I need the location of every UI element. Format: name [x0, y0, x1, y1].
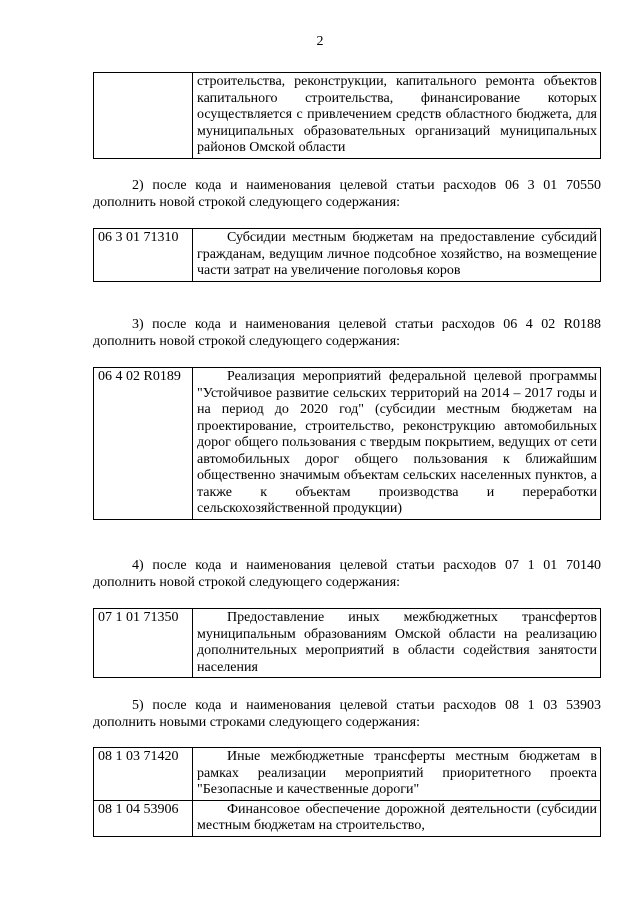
- section-3-instruction-block: [93, 316, 601, 350]
- table-row: [94, 609, 601, 678]
- table-row: [94, 73, 601, 159]
- section-4-instruction-block: [93, 557, 601, 591]
- code-cell: 08 1 04 53906: [94, 800, 193, 836]
- description-cell: строительства, реконструкции, капитального ремонта объектов капитального строительства, финансирование которых осуществляется с привлечением средств областного бюджета, для муниципальных образовательных организаций муниципальных районов Омской области: [193, 73, 601, 159]
- code-cell: 06 4 02 R0189: [94, 368, 193, 520]
- table-row: [94, 748, 601, 801]
- page-number: 2: [316, 34, 324, 49]
- description-cell: Реализация мероприятий федеральной целевой программы "Устойчивое развитие сельских территорий на 2014 – 2017 годы и на период до 2020 год" (субсидии местным бюджетам на проектирование, строительство, реконструкцию автомобильных дорог общего пользования с твердым покрытием, ведущих от сети автомобильных дорог общего пользования к ближайшим общественно значимым объектам сельских населенных пунктов, а также к объектам производства и переработки сельскохозяйственной продукции): [193, 368, 601, 520]
- section-5-table-block: [93, 747, 601, 837]
- code-cell: 06 3 01 71310: [94, 229, 193, 282]
- code-table: [93, 608, 601, 678]
- description-cell: Финансовое обеспечение дорожной деятельности (субсидии местным бюджетам на строительство,: [193, 800, 601, 836]
- table-row: [94, 229, 601, 282]
- description-cell: Предоставление иных межбюджетных трансфертов муниципальным образованиям Омской области на реализацию дополнительных мероприятий в области содействия занятости населения: [193, 609, 601, 678]
- instruction-paragraph: 2) после кода и наименования целевой статьи расходов 06 3 01 70550 дополнить новой строкой следующего содержания:: [93, 178, 601, 210]
- section-2-table-block: [93, 228, 601, 282]
- table-row: [94, 368, 601, 520]
- code-cell: 07 1 01 71350: [94, 609, 193, 678]
- description-cell: Иные межбюджетные трансферты местным бюджетам в рамках реализации мероприятий приоритетного проекта "Безопасные и качественные дороги": [193, 748, 601, 801]
- section-4-table-block: [93, 608, 601, 678]
- top-table-block: [93, 72, 601, 159]
- continuation-table: [93, 72, 601, 159]
- section-5-instruction-block: [93, 697, 601, 731]
- section-3-table-block: [93, 367, 601, 520]
- instruction-paragraph: 4) после кода и наименования целевой статьи расходов 07 1 01 70140 дополнить новой строкой следующего содержания:: [93, 558, 601, 590]
- description-cell: Субсидии местным бюджетам на предоставление субсидий гражданам, ведущим личное подсобное хозяйство, на возмещение части затрат на увеличение поголовья коров: [193, 229, 601, 282]
- table-row: [94, 800, 601, 836]
- code-cell: [94, 73, 193, 159]
- code-table: [93, 747, 601, 837]
- code-table: [93, 228, 601, 282]
- instruction-paragraph: 3) после кода и наименования целевой статьи расходов 06 4 02 R0188 дополнить новой строкой следующего содержания:: [93, 317, 601, 349]
- section-2-instruction-block: [93, 177, 601, 211]
- instruction-paragraph: 5) после кода и наименования целевой статьи расходов 08 1 03 53903 дополнить новыми строками следующего содержания:: [93, 698, 601, 730]
- code-cell: 08 1 03 71420: [94, 748, 193, 801]
- code-table: [93, 367, 601, 520]
